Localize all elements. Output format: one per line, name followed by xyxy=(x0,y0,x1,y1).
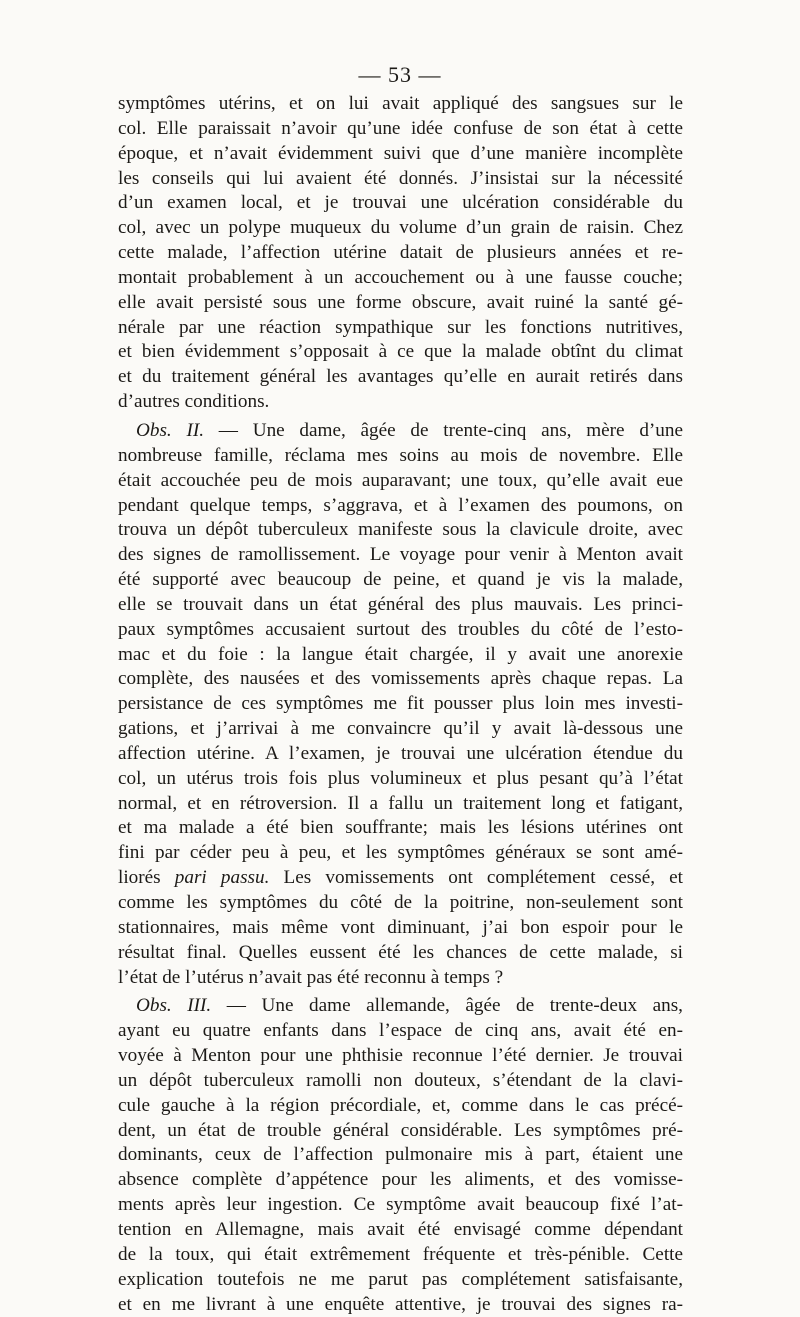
text-line: cule gauche à la région précordiale, et, comme dans le cas précé- xyxy=(118,1094,683,1119)
text-line: résultat final. Quelles eussent été les chances de cette malade, si xyxy=(118,941,683,966)
text-line: col, un utérus trois fois plus volumineux et plus pesant qu’à l’état xyxy=(118,767,683,792)
body-text xyxy=(118,92,683,1317)
observation-heading: Obs. II. xyxy=(136,420,204,441)
text-line: d’autres conditions. xyxy=(118,390,683,415)
text-line: et du traitement général les avantages qu’elle en aurait retirés dans xyxy=(118,365,683,390)
text-line: explication toutefois ne me parut pas complétement satisfaisante, xyxy=(118,1268,683,1293)
text-line: dent, un état de trouble général considérable. Les symptômes pré- xyxy=(118,1119,683,1144)
text-line: fini par céder peu à peu, et les symptômes généraux se sont amé- xyxy=(118,841,683,866)
text-line: nombreuse famille, réclama mes soins au mois de novembre. Elle xyxy=(118,444,683,469)
text-line: persistance de ces symptômes me fit pousser plus loin mes investi- xyxy=(118,692,683,717)
text-line: était accouchée peu de mois auparavant; une toux, qu’elle avait eue xyxy=(118,469,683,494)
text-line: montait probablement à un accouchement ou à une fausse couche; xyxy=(118,266,683,291)
text-line: un dépôt tuberculeux ramolli non douteux, s’étendant de la clavi- xyxy=(118,1069,683,1094)
text-line: été supporté avec beaucoup de peine, et quand je vis la malade, xyxy=(118,568,683,593)
text-line: des signes de ramollissement. Le voyage pour venir à Menton avait xyxy=(118,543,683,568)
text-line: elle avait persisté sous une forme obscure, avait ruiné la santé gé- xyxy=(118,291,683,316)
text-line: stationnaires, mais même vont diminuant, j’ai bon espoir pour le xyxy=(118,916,683,941)
page-number: — 53 — xyxy=(0,62,800,88)
text-line: et en me livrant à une enquête attentive, je trouvai des signes ra- xyxy=(118,1293,683,1317)
text-line: d’un examen local, et je trouvai une ulcération considérable du xyxy=(118,191,683,216)
text-line: Obs. II. — Une dame, âgée de trente-cinq ans, mère d’une xyxy=(118,419,683,444)
text-line: elle se trouvait dans un état général des plus mauvais. Les princi- xyxy=(118,593,683,618)
text-line: voyée à Menton pour une phthisie reconnue l’été dernier. Je trouvai xyxy=(118,1044,683,1069)
text-line: pendant quelque temps, s’aggrava, et à l’examen des poumons, on xyxy=(118,494,683,519)
text-line: trouva un dépôt tuberculeux manifeste sous la clavicule droite, avec xyxy=(118,518,683,543)
paragraph-obs-2 xyxy=(118,419,683,990)
paragraph-1 xyxy=(118,92,683,415)
text-line: paux symptômes accusaient surtout des troubles du côté de l’esto- xyxy=(118,618,683,643)
text-line: ayant eu quatre enfants dans l’espace de cinq ans, avait été en- xyxy=(118,1019,683,1044)
text-line: col, avec un polype muqueux du volume d’un grain de raisin. Chez xyxy=(118,216,683,241)
text-line: symptômes utérins, et on lui avait appliqué des sangsues sur le xyxy=(118,92,683,117)
text-line: complète, des nausées et des vomissements après chaque repas. La xyxy=(118,667,683,692)
text-line: époque, et n’avait évidemment suivi que d’une manière incomplète xyxy=(118,142,683,167)
text-line: col. Elle paraissait n’avoir qu’une idée confuse de son état à cette xyxy=(118,117,683,142)
text-line: de la toux, qui était extrêmement fréquente et très-pénible. Cette xyxy=(118,1243,683,1268)
text-line: ments après leur ingestion. Ce symptôme avait beaucoup fixé l’at- xyxy=(118,1193,683,1218)
text-line: les conseils qui lui avaient été donnés. J’insistai sur la nécessité xyxy=(118,167,683,192)
text-line: normal, et en rétroversion. Il a fallu un traitement long et fatigant, xyxy=(118,792,683,817)
text-line: dominants, ceux de l’affection pulmonaire mis à part, étaient une xyxy=(118,1143,683,1168)
text-line: mac et du foie : la langue était chargée, il y avait une anorexie xyxy=(118,643,683,668)
text-line: et ma malade a été bien souffrante; mais les lésions utérines ont xyxy=(118,816,683,841)
text-line: liorés pari passu. Les vomissements ont complétement cessé, et xyxy=(118,866,683,891)
text-line: l’état de l’utérus n’avait pas été reconnu à temps ? xyxy=(118,966,683,991)
paragraph-obs-3 xyxy=(118,994,683,1317)
text-line: absence complète d’appétence pour les aliments, et des vomisse- xyxy=(118,1168,683,1193)
text-line: gations, et j’arrivai à me convaincre qu’il y avait là-dessous une xyxy=(118,717,683,742)
text-line: comme les symptômes du côté de la poitrine, non-seulement sont xyxy=(118,891,683,916)
text-line: affection utérine. A l’examen, je trouvai une ulcération étendue du xyxy=(118,742,683,767)
text-line: Obs. III. — Une dame allemande, âgée de trente-deux ans, xyxy=(118,994,683,1019)
italic-phrase: pari passu. xyxy=(175,867,270,888)
observation-heading: Obs. III. xyxy=(136,995,211,1016)
text-line: nérale par une réaction sympathique sur les fonctions nutritives, xyxy=(118,316,683,341)
text-line: tention en Allemagne, mais avait été envisagé comme dépendant xyxy=(118,1218,683,1243)
text-line: et bien évidemment s’opposait à ce que la malade obtînt du climat xyxy=(118,340,683,365)
text-line: cette malade, l’affection utérine datait de plusieurs années et re- xyxy=(118,241,683,266)
